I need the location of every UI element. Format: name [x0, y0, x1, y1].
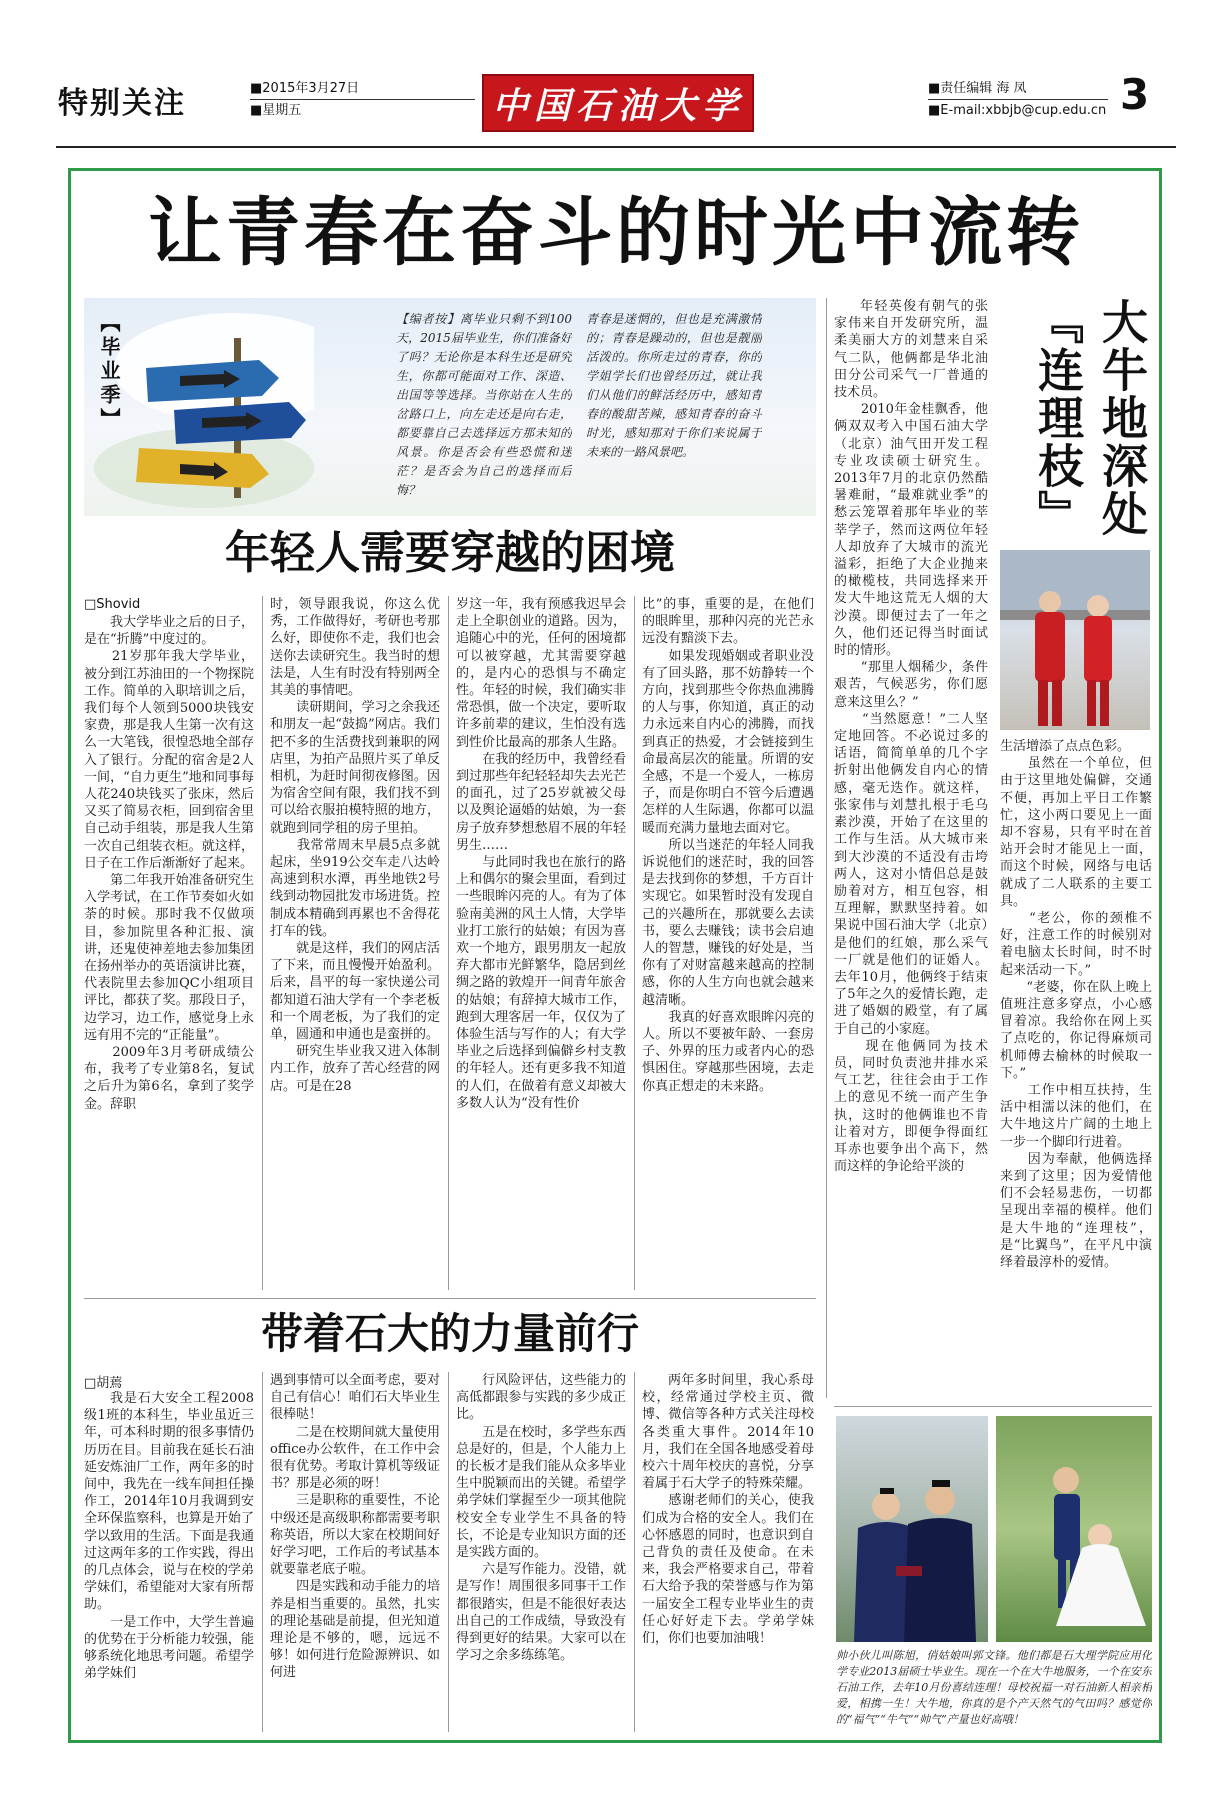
masthead-logo [482, 74, 754, 132]
editor-note: 【编者按】离毕业只剩不到100天，2015届毕业生，你们准备好了吗？无论你是本科生还是研究生，你都可能面对工作、深造、出国等等选择。当你站在人生的岔路口上，向左走还是向右走，都要靠自己去选择远方那未知的风景。你是否会有些恐慌和迷茫？是否会为自己的选择而后悔？ [396, 312, 572, 497]
season-tag-text: 【毕业季】 [97, 312, 121, 432]
couple-photo [1000, 550, 1150, 730]
article1-title: 年轻人需要穿越的困境 [224, 526, 675, 579]
graduation-photo [836, 1416, 988, 1642]
column-divider [262, 1372, 263, 1732]
article1-column-3: 岁这一年，我有预感我迟早会走上全职创业的道路。因为，追随心中的光，任何的困境都可以被穿越，尤其需要穿越的，是内心的恐惧与不确定性。年轻的时候，我们确实非常恐惧，做一个决定，要听取许多前辈的建议，生怕没有选到性价比最高的那条人生路。 在我的经历中，我曾经看到过那些年纪轻轻却失去光芒的面孔，过了25岁就被父母以及舆论逼婚的姑娘，为一套房子放弃梦想愁眉不展的年轻男生…… 与此同时我也在旅行的路上和偶尔的聚会里面，看到过一些眼眸闪亮的人。有为了体验南美洲的风土人情，大学毕业打工旅行的姑娘；有因为喜欢一个地方，跟男朋友一起放弃大都市光鲜繁华，隐居到丝绸之路的敦煌开一间青年旅舍的姑娘；有辞掉大城市工作，跑到大理客居一年，仅仅为了体验生活与写作的人；有大学毕业之后选择到偏僻乡村支教的年轻人。还有更多我不知道的人们，在做着有意义却被大多数人认为“没有性价 [456, 597, 626, 1111]
couple-illustration [1000, 550, 1150, 730]
column-divider [448, 596, 449, 1290]
article3-column-1: 年轻英俊有朝气的张家伟来自开发研究所，温柔美丽大方的刘慧来自采气二队，他俩都是华北油田分公司采气一厂普通的技术员。 2010年金桂飘香，他俩双双考入中国石油大学（北京）油气田开发工程专业攻读硕士研究生。2013年7月的北京仍然酷暑难耐，“最难就业季”的愁云笼罩着那年毕业的莘莘学子，然而这两位年轻人却放弃了大城市的流光溢彩，拒绝了大企业抛来的橄榄枝，共同选择来开发大牛地这荒无人烟的大沙漠。即便过去了一年之久，他们还记得当时面试时的情形。 “那里人烟稀少，条件艰苦，气候恶劣，你们愿意来这里么？” “当然愿意！”二人坚定地回答。不必说过多的话语，简简单单的几个字折射出他俩发自内心的情感，毫无迭作。就这样，张家伟与刘慧扎根于毛乌素沙漠，开始了在这里的工作与生活。从大城市来到大沙漠的不适没有击垮两人，这对小情侣总是鼓励着对方，相互包容，相互理解，默默坚持着。如果说中国石油大学（北京）是他们的红娘，那么采气一厂就是他们的证婚人。去年10月，他俩终于结束了5年之久的爱情长跑，走进了婚姻的殿堂，有了属于自己的小家庭。 现在他俩同为技术员，同时负责池井排水采气工艺，往往会由于工作上的意见不统一而产生争执，这时的他俩谁也不肯让着对方，即便争得面红耳赤也要争出个高下，然而这样的争论给平淡的 [834, 299, 988, 1175]
main-headline: 让青春在奋斗的时光中流转 [148, 190, 1084, 276]
masthead-right-rule [928, 99, 1108, 100]
graduation-banner [84, 298, 816, 516]
article1-byline: □Shovid [84, 597, 141, 612]
issue-weekday: ■星期五 [250, 103, 302, 118]
masthead-bottom-rule [56, 146, 1176, 148]
column-divider [634, 596, 635, 1290]
article2-column-4: 两年多时间里，我心系母校，经常通过学校主页、微博、微信等各种方式关注母校各类重大事件。2014年10月，我们在全国各地感受着母校六十周年校庆的喜悦，分享着属于石大学子的特殊荣耀。 感谢老师们的关心，使我们成为合格的安全人。我们在心怀感恩的同时，也意识到自己背负的责任及使命。在未来，我会严格要求自己，带着石大给予我的荣誉感与作为第一届安全工程专业毕业生的责任心好好走下去。学弟学妹们，你们也要加油哦！ [642, 1373, 814, 1647]
column-divider [448, 1372, 449, 1732]
section-divider [834, 1406, 1152, 1407]
article2-column-1: 我是石大安全工程2008级1班的本科生，毕业虽近三年，可本科时期的很多事情仍历历在目。目前我在延长石油延安炼油厂工作，两年多的时间中，我先在一线车间担任操作工，2014年10月我调到安全环保监察科，也算是开始了学以致用的生活。下面是我通过这两年多的工作实践，得出的几点体会，说与在校的学弟学妹们，希望能对大家有所帮助。 一是工作中，大学生普遍的优势在于分析能力较强，能够系统化地思考问题。希望学弟学妹们 [84, 1391, 254, 1682]
responsible-editor: ■责任编辑 海 凤 [928, 81, 1027, 96]
graduates-illustration [836, 1416, 988, 1642]
paper-name: 中国石油大学 [491, 84, 744, 127]
wedding-photo [996, 1416, 1152, 1642]
page-number: 3 [1120, 70, 1150, 119]
article2-column-3: 行风险评估，这些能力的高低都跟参与实践的多少成正比。 五是在校时，多学些东西总是好的，但是，个人能力上的长板才是我们能从众多毕业生中脱颖而出的关键。希望学弟学妹们掌握至少一项其他院校安全专业学生不具备的特长，不论是专业知识方面的还是实践方面的。 六是写作能力。没错，就是写作！周围很多同事干工作都很踏实，但是不能很好表达出自己的工作成绩，导致没有得到更好的结果。大家可以在学习之余多练练笔。 [456, 1373, 626, 1664]
section-label: 特别关注 [58, 86, 186, 121]
article1-column-2: 时，领导跟我说，你这么优秀，工作做得好，考研也考那么好，即使你不走，我们也会送你去读研究生。我当时的想法是，人生有时没有特别两全其美的事情吧。 读研期间，学习之余我还和朋友一起“鼓捣”网店。我们把不多的生活费找到兼职的网店里，为拍产品照片买了单反相机，为赶时间彻夜修图。因为宿舍空间有限，我们找不到可以给衣服拍模特照的地方，就跑到同学租的房子里拍。 我常常周末早晨5点多就起床，坐919公交车走八达岭高速到积水潭，再坐地铁2号线到动物园批发市场进货。控制成本精确到再累也不舍得花打车的钱。 就是这样，我们的网店活了下来，而且慢慢开始盈利。后来，昌平的每一家快递公司都知道石油大学有一个李老板和一个周老板，为了我们的定单，圆通和申通也是蛮拼的。 研究生毕业我又进入体制内工作，放弃了苦心经营的网店。可是在28 [270, 597, 440, 1094]
wedding-illustration [996, 1416, 1152, 1642]
editor-email: ■E-mail:xbbjb@cup.edu.cn [928, 103, 1107, 118]
article2-column-2: 遇到事情可以全面考虑，要对自己有信心！咱们石大毕业生很棒哒！ 二是在校期间就大量使用office办公软件，在工作中会很有优势。考取计算机等级证书？那是必须的呀！ 三是职称的重要性，不论中级还是高级职称都需要考职称英语，所以大家在校期间好好学习吧，工作后的考试基本就要靠老底子啦。 四是实践和动手能力的培养是相当重要的。虽然，扎实的理论基础是前提，但光知道理论是不够的，嗯，远远不够！如何进行危险源辨识、如何进 [270, 1373, 440, 1681]
editor-note-continued: 青春是迷惘的，但也是充满激情的；青春是躁动的，但也是靓丽活泼的。你所走过的青春，你的学姐学长们也曾经历过，就让我们从他们的鲜活经历中，感知青春的酸甜苦辣，感知青春的奋斗时光，感知那对于你们来说属于未来的一路风景吧。 [586, 312, 762, 459]
issue-date: ■2015年3月27日 [250, 81, 360, 96]
masthead-left-rule [250, 99, 475, 100]
column-divider [262, 596, 263, 1290]
article1-column-1: 我大学毕业之后的日子，是在“折腾”中度过的。 21岁那年我大学毕业，被分到江苏油田的一个物探院工作。简单的入职培训之后，我们每个人领到5000块钱安家费，那是我人生第一次有这么一大笔钱，很惶恐地全部存入了银行。分配的宿舍是2人一间，“自力更生”地和同事每人花240块钱买了张床，然后又买了简易衣柜，回到宿舍里自己动手组装，那是我人生第一次自己组装衣柜。就这样，日子在工作后渐渐好了起来。 第二年我开始准备研究生入学考试，在工作节奏如火如荼的时候。那时我不仅做项目，参加院里各种汇报、演讲，还鬼使神差地去参加集团在扬州举办的英语演讲比赛，代表院里去参加QC小组项目评比，都获了奖。那段日子，边学习，边工作，感觉身上永远有用不完的“正能量”。 2009年3月考研成绩公布，我考了专业第8名，复试之后升为第6名，拿到了奖学金。辞职 [84, 615, 254, 1112]
season-tag [98, 312, 124, 432]
column-divider [634, 1372, 635, 1732]
article2-byline: □胡蔫 [84, 1376, 123, 1391]
article2-title: 带着石大的力量前行 [260, 1309, 639, 1358]
article3-title-text: 大牛地深处『连理枝』 [1031, 298, 1149, 538]
article3-column-2: 生活增添了点点色彩。 虽然在一个单位，但由于这里地处偏僻，交通不便，再加上平日工作繁忙，这小两口要见上一面却不容易，只有平时在首站开会时才能见上一面，而这个时候，网络与电话就成了二人联系的主要工具。 “老公，你的颈椎不好，注意工作的时候别对着电脑太长时间，时不时起来活动一下。” “老婆，你在队上晚上值班注意多穿点，小心感冒着凉。我给你在网上买了点吃的，你记得麻烦司机师傅去榆林的时候取一下。” 工作中相互扶持，生活中相濡以沫的他们，在大牛地这片广阔的土地上一步一个脚印行进着。 因为奉献，他俩选择来到了这里；因为爱情他们不会轻易悲伤，一切都呈现出幸福的模样。他们是大牛地的“连理枝”，是“比翼鸟”，在平凡中演绎着最淳朴的爱情。 [1000, 739, 1152, 1271]
column-divider [826, 298, 827, 1398]
photo-caption: 帅小伙儿叫陈旭，俏姑娘叫郭文锋。他们都是石大理学院应用化学专业2013届硕士毕业生。现在一个在大牛地服务，一个在安东石油工作，去年10月份喜结连理！母校祝福一对石油新人相亲相爱，相携一生！大牛地，你真的是个产天然气的气田吗？感觉你的“福气”“牛气”“帅气”产量也好高哦！ [836, 1649, 1152, 1726]
section-divider [84, 1298, 816, 1299]
article3-title [1004, 298, 1154, 542]
article1-column-4: 比”的事，重要的是，在他们的眼眸里，那种闪亮的光芒永远没有黯淡下去。 如果发现婚姻或者职业没有了回头路，那不妨静转一个方向，找到那些令你热血沸腾的人与事，你知道，真正的动力永远来自内心的沸腾，而找到真正的热爱，才会链接到生命最高层次的能量。所谓的安全感，不是一个爱人，一栋房子，而是你明白不管今后遭遇怎样的人生际遇，你都可以温暖而充满力量地去面对它。 所以当迷茫的年轻人同我诉说他们的迷茫时，我的回答是去找到你的梦想，千方百计实现它。如果暂时没有发现自己的兴趣所在，那就要么去读书，要么去赚钱；读书会启迪人的智慧，赚钱的好处是，当你有了对财富越来越高的控制感，你的人生方向也就会越来越清晰。 我真的好喜欢眼眸闪亮的人。所以不要被年龄、一套房子、外界的压力或者内心的恐惧困住。穿越那些困境，去走你真正想走的未来路。 [642, 597, 814, 1094]
